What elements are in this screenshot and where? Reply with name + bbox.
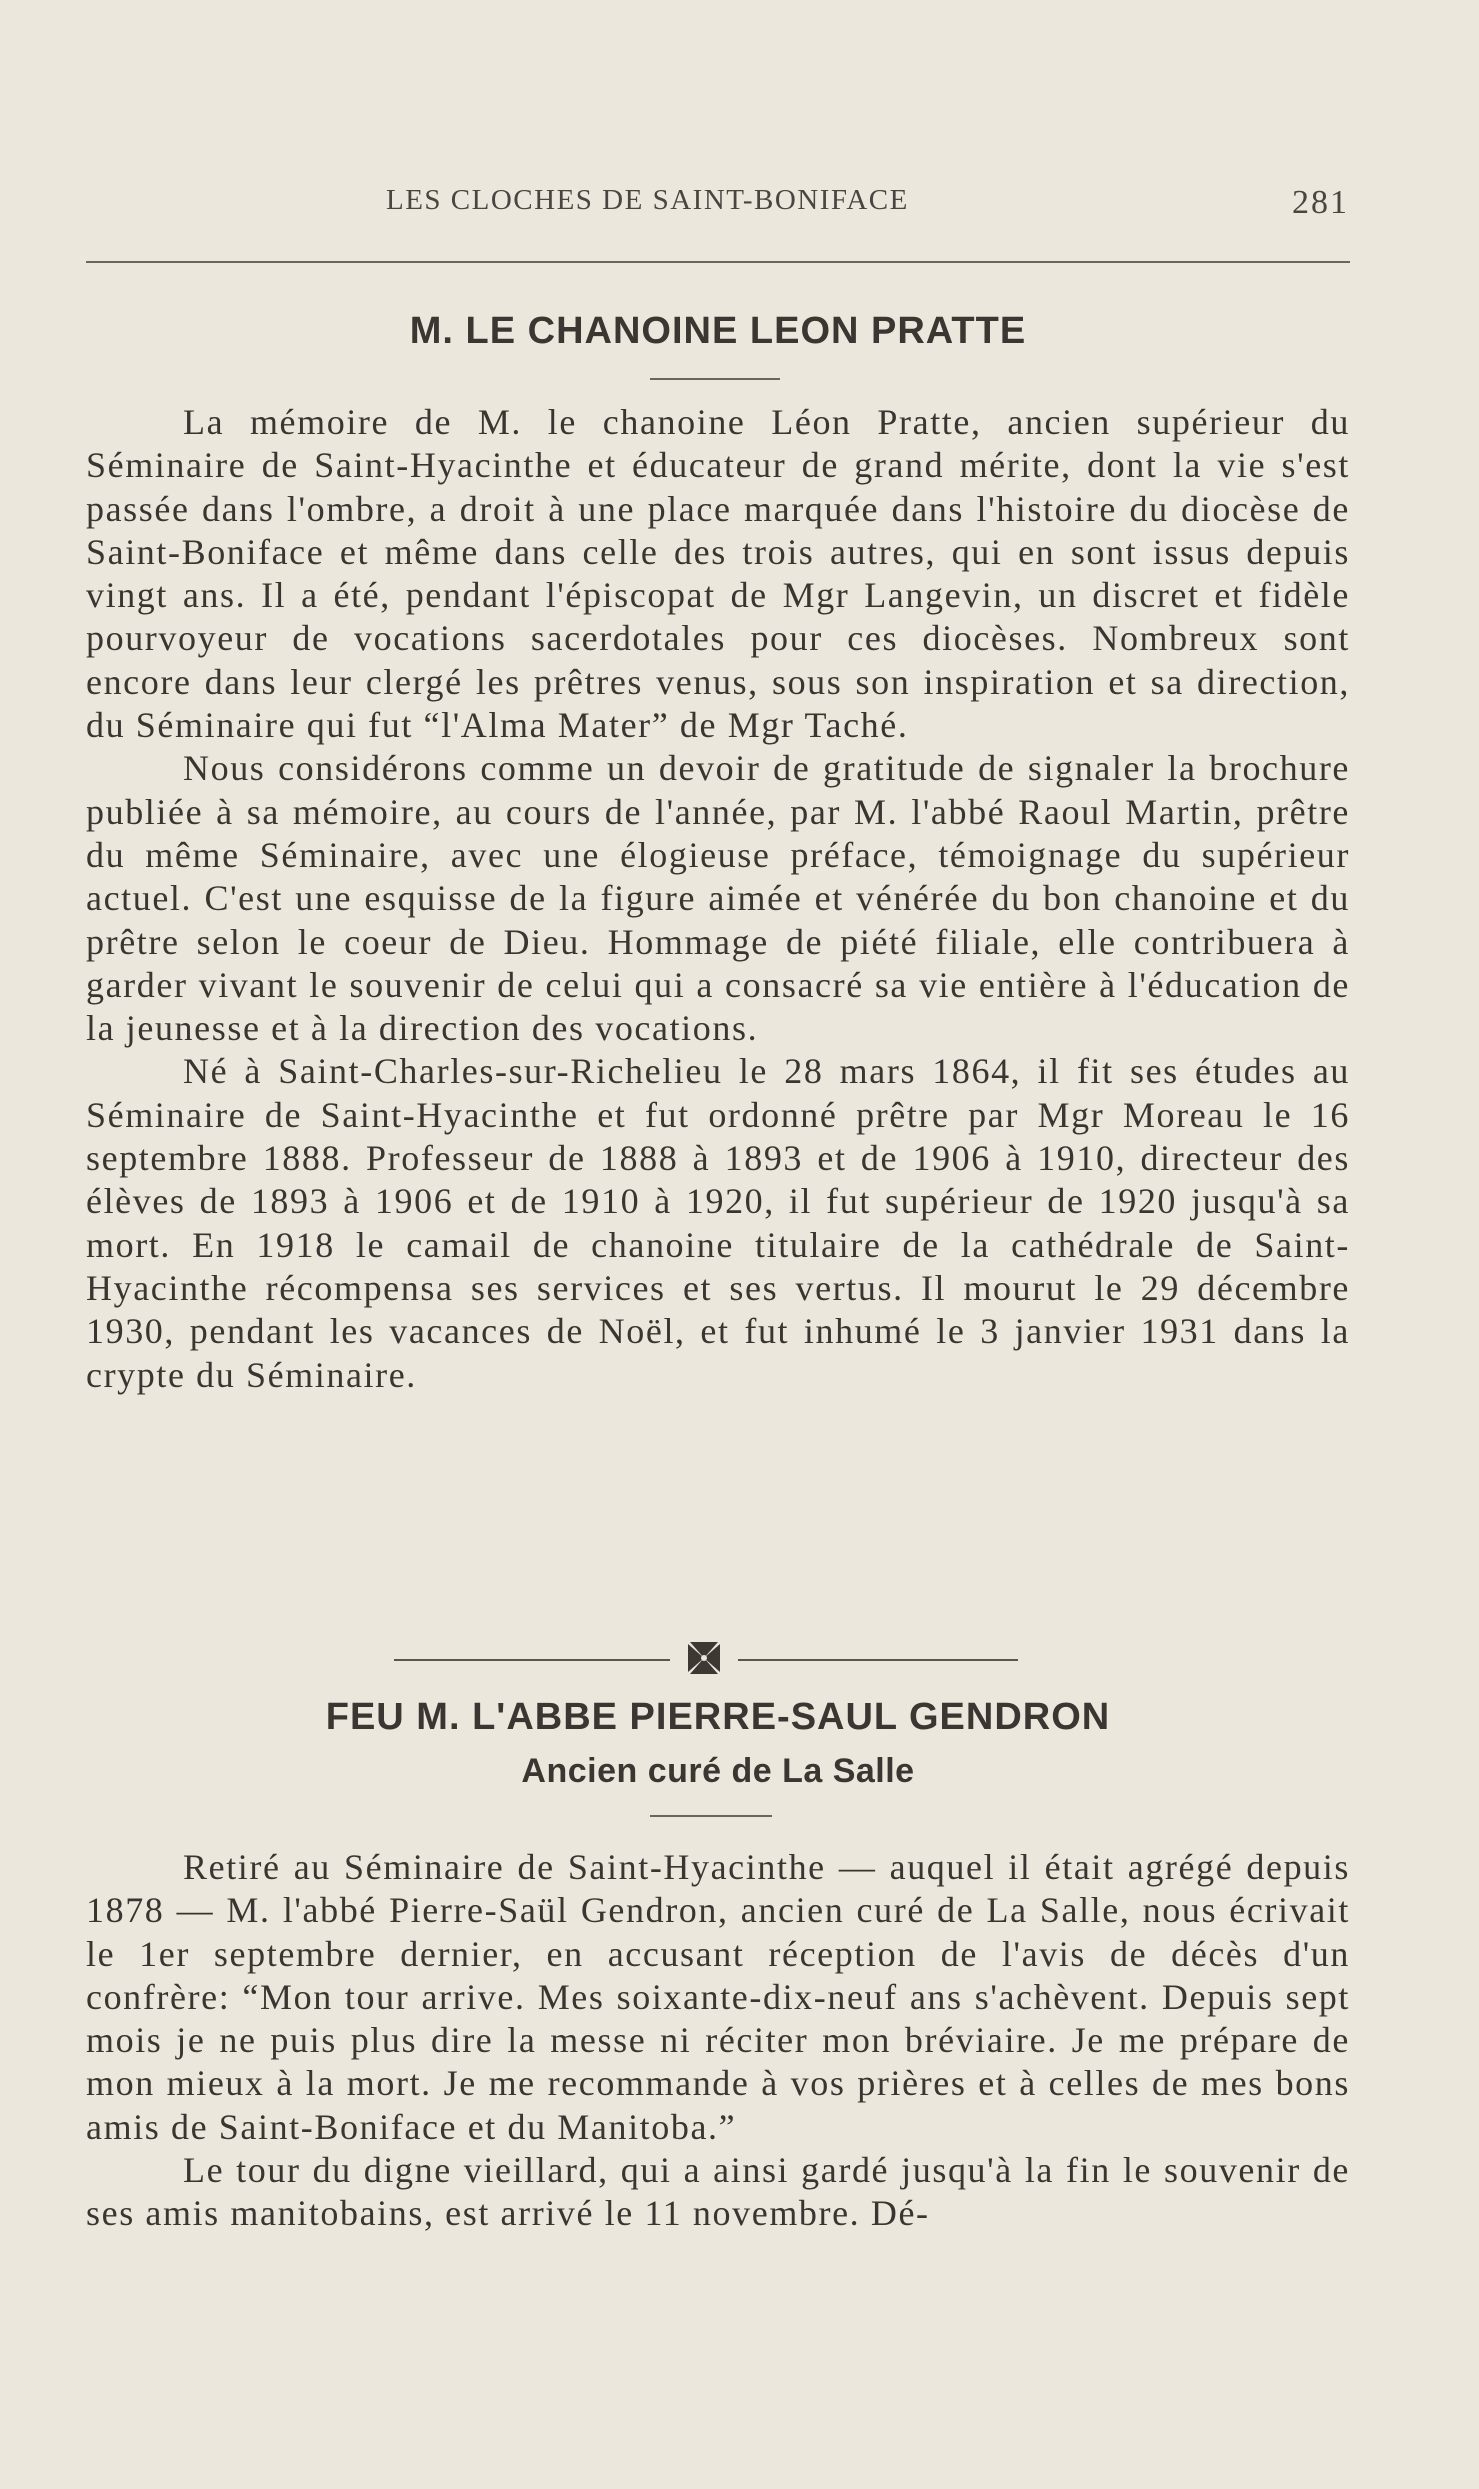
- section-separator: [394, 1636, 1018, 1682]
- article-1-paragraph-2: Nous considérons comme un devoir de gratitude de signaler la brochure publiée à sa mémoire, au cours de l'année, par M. l'abbé Raoul Martin, prêtre du même Séminaire, avec une élogieuse préface, témoignage du supérieur actuel. C'est une esquisse de la figure aimée et vénérée du bon chanoine et du prêtre selon le coeur de Dieu. Hommage de piété filiale, elle contribuera à garder vivant le souvenir de celui qui a consacré sa vie entière à l'éducation de la jeunesse et à la direction des vocations.: [86, 748, 1350, 1049]
- article-2-title: FEU M. L'ABBE PIERRE-SAUL GENDRON: [325, 1696, 1111, 1738]
- article-2-title-rule: [650, 1815, 772, 1817]
- article-1-paragraph-3: Né à Saint-Charles-sur-Richelieu le 28 mars 1864, il fit ses études au Séminaire de Saint-Hyacinthe et fut ordonné prêtre par Mgr Moreau le 16 septembre 1888. Professeur de 1888 à 1893 et de 1906 à 1910, directeur des élèves de 1893 à 1906 et de 1910 à 1920, il fut supérieur de 1920 jusqu'à sa mort. En 1918 le camail de chanoine titulaire de la cathédrale de Saint-Hyacinthe récompensa ses services et ses vertus. Il mourut le 29 décembre 1930, pendant les vacances de Noël, et fut inhumé le 3 janvier 1931 dans la crypte du Séminaire.: [86, 1051, 1350, 1395]
- article-1-title: M. LE CHANOINE LEON PRATTE: [409, 310, 1027, 352]
- running-header: [86, 184, 1349, 236]
- article-2-paragraph-1: Retiré au Séminaire de Saint-Hyacinthe — auquel il était agrégé depuis 1878 — M. l'abbé Pierre-Saül Gendron, ancien curé de La Salle, nous écrivait le 1er septembre dernier, en accusant réception de l'avis de décès d'un confrère: “Mon tour arrive. Mes soixante-dix-neuf ans s'achèvent. Depuis sept mois je ne puis plus dire la messe ni réciter mon bréviaire. Je me prépare de mon mieux à la mort. Je me recommande à vos prières et à celles de mes bons amis de Saint-Boniface et du Manitoba.”: [86, 1847, 1350, 2147]
- article-1-title-rule: [650, 378, 780, 380]
- article-2-paragraph-2: Le tour du digne vieillard, qui a ainsi gardé jusqu'à la fin le souvenir de ses amis manitobains, est arrivé le 11 novembre. Dé-: [86, 2150, 1350, 2234]
- article-1-paragraph-1: La mémoire de M. le chanoine Léon Pratte, ancien supérieur du Séminaire de Saint-Hyacinthe et éducateur de grand mérite, dont la vie s'est passée dans l'ombre, a droit à une place marquée dans l'histoire du diocèse de Saint-Boniface et même dans celle des trois autres, qui en sont issus depuis vingt ans. Il a été, pendant l'épiscopat de Mgr Langevin, un discret et fidèle pourvoyeur de vocations sacerdotales pour ces diocèses. Nombreux sont encore dans leur clergé les prêtres venus, sous son inspiration et sa direction, du Séminaire qui fut “l'Alma Mater” de Mgr Taché.: [86, 402, 1350, 746]
- article-2-body: [86, 1846, 1350, 2236]
- running-title: LES CLOCHES DE SAINT-BONIFACE: [386, 184, 909, 216]
- header-rule: [86, 261, 1350, 263]
- article-1-body: [86, 401, 1350, 1397]
- article-2-subtitle: Ancien curé de La Salle: [521, 1752, 915, 1790]
- maltese-cross-icon: [682, 1636, 726, 1680]
- separator-line-left: [394, 1659, 670, 1661]
- separator-line-right: [738, 1659, 1018, 1661]
- page-number: 281: [1292, 184, 1349, 221]
